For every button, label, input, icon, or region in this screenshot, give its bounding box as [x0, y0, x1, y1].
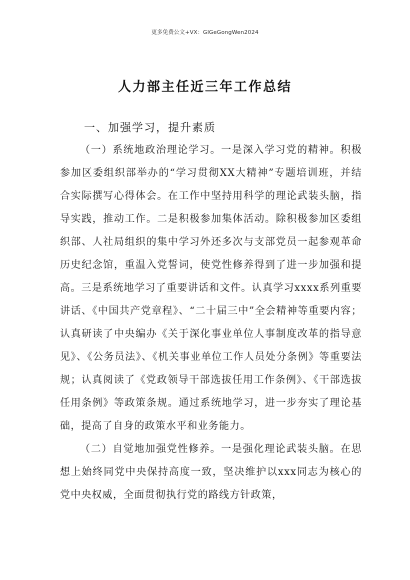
paragraph: （二）自觉地加强党性修养。一是强化理论武装头脑。在思想上始终同党中央保持高度一致，坚决维护以xxx同志为核心的党中央权威，全面贯彻执行党的路线方针政策， — [60, 444, 362, 501]
document-title: 人力部主任近三年工作总结 — [117, 80, 292, 95]
top-note: 更多免费公文+VX：GlGeGongWen2024 — [151, 30, 259, 36]
section-heading: 一、加强学习，提升素质 — [84, 121, 216, 134]
document-body — [60, 116, 362, 507]
paragraph: （一）系统地政治理论学习。一是深入学习党的精神。积极参加区委组织部举办的“学习贯彻XX大精神”专题培训班，并结合实际撰写心得体会。在工作中坚持用科学的理论武装头脑，指导实践，推动工作。二是积极参加集体活动。除积极参加区委组织部、人社局组织的集中学习外还多次与支部党员一起参观革命历史纪念馆，重温入党誓词，使党性修养得到了进一步加强和提高。三是系统地学习了重要讲话和文件。认真学习xxxx系列重要讲话、《中国共产党章程》、“二十届三中”全会精神等重要内容；认真研读了中央编办《关于深化事业单位人事制度改革的指导意见》、《公务员法》、《机关事业单位工作人员处分条例》等重要法规；认真阅读了《党政领导干部选拔任用工作条例》、《干部选拔任用条例》等政策条规。通过系统地学习，进一步夯实了理论基础，提高了自身的政策水平和业务能力。 — [60, 145, 362, 432]
